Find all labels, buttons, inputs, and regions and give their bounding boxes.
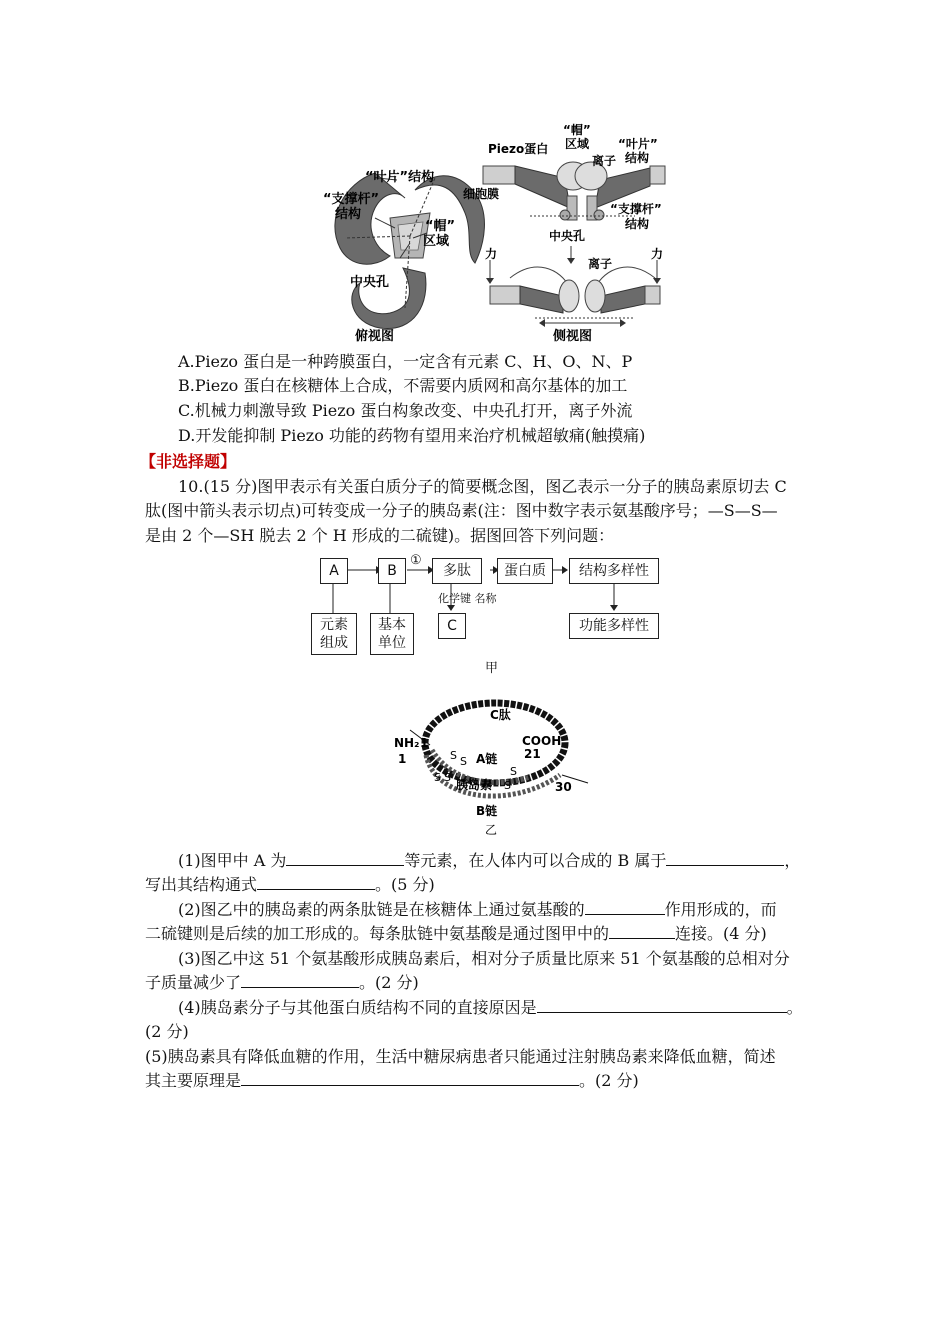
label-cap: “帽” [425,219,456,234]
q2-blank-a[interactable] [585,898,665,915]
label-ss-2: S [460,755,467,768]
label-central-pore: 中央孔 [350,275,390,290]
q10-stem-line-1: 10.(15 分)图甲表示有关蛋白质分子的简要概念图，图乙表示一分子的胰岛素原切去 C [178,477,787,496]
label-circle-1: ① [410,553,422,568]
box-a: A [320,558,348,584]
label-num-1-b: 1 [398,752,407,766]
option-c: C.机械力刺激导致 Piezo 蛋白构象改变、中央孔打开，离子外流 [178,401,633,420]
label-pore-side: 中央孔 [549,229,586,243]
label-cap-2: 区域 [423,234,450,249]
caption-side-view: 侧视图 [553,329,593,344]
q2-blank-b[interactable] [609,922,675,939]
label-piezo-protein: Piezo蛋白 [488,142,549,156]
q1-blank-a[interactable] [286,849,404,866]
caption-yi: 乙 [485,823,498,837]
label-leaf-side-2: 结构 [625,151,650,165]
label-cooh: COOH [522,734,562,748]
label-strut: “支撑杆” [323,192,380,207]
label-b-chain: B链 [476,804,498,818]
q3-line-2: 子质量减少了 。(2 分) [145,973,419,992]
label-num-30: 30 [555,780,572,794]
label-ss-3: S [434,771,441,784]
label-a-chain: A链 [476,752,498,766]
q2-line-1: (2)图乙中的胰岛素的两条肽链是在核糖体上通过氨基酸的 作用形成的，而 [178,900,777,919]
piezo-top-view [323,169,484,344]
q1-line-1: (1)图甲中 A 为 等元素，在人体内可以合成的 B 属于 ， [178,851,801,870]
box-c: C [438,613,466,639]
label-bond-name: 化学键 名称 [438,592,497,605]
section-title: 【非选择题】 [140,452,237,471]
label-strut-side-2: 结构 [625,217,650,231]
option-b: B.Piezo 蛋白在核糖体上合成，不需要内质网和高尔基体的加工 [178,376,628,395]
q3-blank[interactable] [241,971,359,988]
label-c-peptide: C肽 [490,708,511,722]
q1-line-2: 写出其结构通式 。(5 分) [145,875,435,894]
label-membrane: 细胞膜 [463,187,500,201]
q5-line-2: 其主要原理是 。(2 分) [145,1071,639,1090]
label-strut-2: 结构 [335,207,362,222]
label-ss-6: S [504,779,511,792]
option-a: A.Piezo 蛋白是一种跨膜蛋白，一定含有元素 C、H、O、N、P [178,352,633,371]
label-ss-4: S [444,771,451,784]
piezo-side-view [463,122,665,344]
q10-stem-line-2: 肽(图中箭头表示切点)可转变成一分子的胰岛素(注：图中数字表示氨基酸序号；—S—S— [145,501,778,520]
label-force-right: 力 [651,247,664,261]
label-num-21: 21 [524,747,541,761]
box-b: B [378,558,406,584]
box-elements: 元素 组成 [311,613,357,655]
diagram-yi [390,695,605,840]
caption-jia: 甲 [485,661,499,676]
q1-blank-c[interactable] [257,873,375,890]
q10-stem-line-3: 是由 2 个—SH 脱去 2 个 H 形成的二硫键)。据图回答下列问题： [145,526,615,545]
q3-line-1: (3)图乙中这 51 个氨基酸形成胰岛素后，相对分子质量比原来 51 个氨基酸的总相对分 [178,949,790,968]
label-nh2: NH₂ [394,736,420,750]
label-strut-side: “支撑杆” [610,202,662,216]
q5-blank[interactable] [241,1069,579,1086]
q2-line-2: 二硫键则是后续的加工形成的。每条肽链中氨基酸是通过图甲中的 连接。(4 分) [145,924,767,943]
label-ion-2: 离子 [588,257,613,271]
q4-blank[interactable] [537,996,787,1013]
box-peptide: 多肽 [432,558,482,584]
q4-line-1: (4)胰岛素分子与其他蛋白质结构不同的直接原因是 。 [178,998,803,1017]
label-insulin: 胰岛素 [456,778,493,792]
label-ion-1: 离子 [592,154,617,168]
q4-line-2: (2 分) [145,1022,189,1041]
label-ss-5: S [510,765,517,778]
label-ss-1: S [450,749,457,762]
label-num-1-a: 1 [420,736,429,750]
q1-blank-b[interactable] [666,849,784,866]
box-func-diversity: 功能多样性 [569,613,659,639]
label-force-left: 力 [485,247,498,261]
box-protein: 蛋白质 [497,558,553,584]
piezo-figure [305,118,670,350]
box-unit: 基本 单位 [370,613,414,655]
option-d: D.开发能抑制 Piezo 功能的药物有望用来治疗机械超敏痛(触摸痛) [178,426,646,445]
label-cap-side: “帽” [563,123,591,137]
box-struct-diversity: 结构多样性 [569,558,659,584]
label-leaf-side: “叶片” [618,137,658,151]
q5-line-1: (5)胰岛素具有降低血糖的作用，生活中糖尿病患者只能通过注射胰岛素来降低血糖，简述 [145,1047,776,1066]
caption-top-view: 俯视图 [355,329,395,344]
label-cap-side-2: 区域 [565,137,590,151]
label-leaf-structure: “叶片”结构 [365,170,435,185]
